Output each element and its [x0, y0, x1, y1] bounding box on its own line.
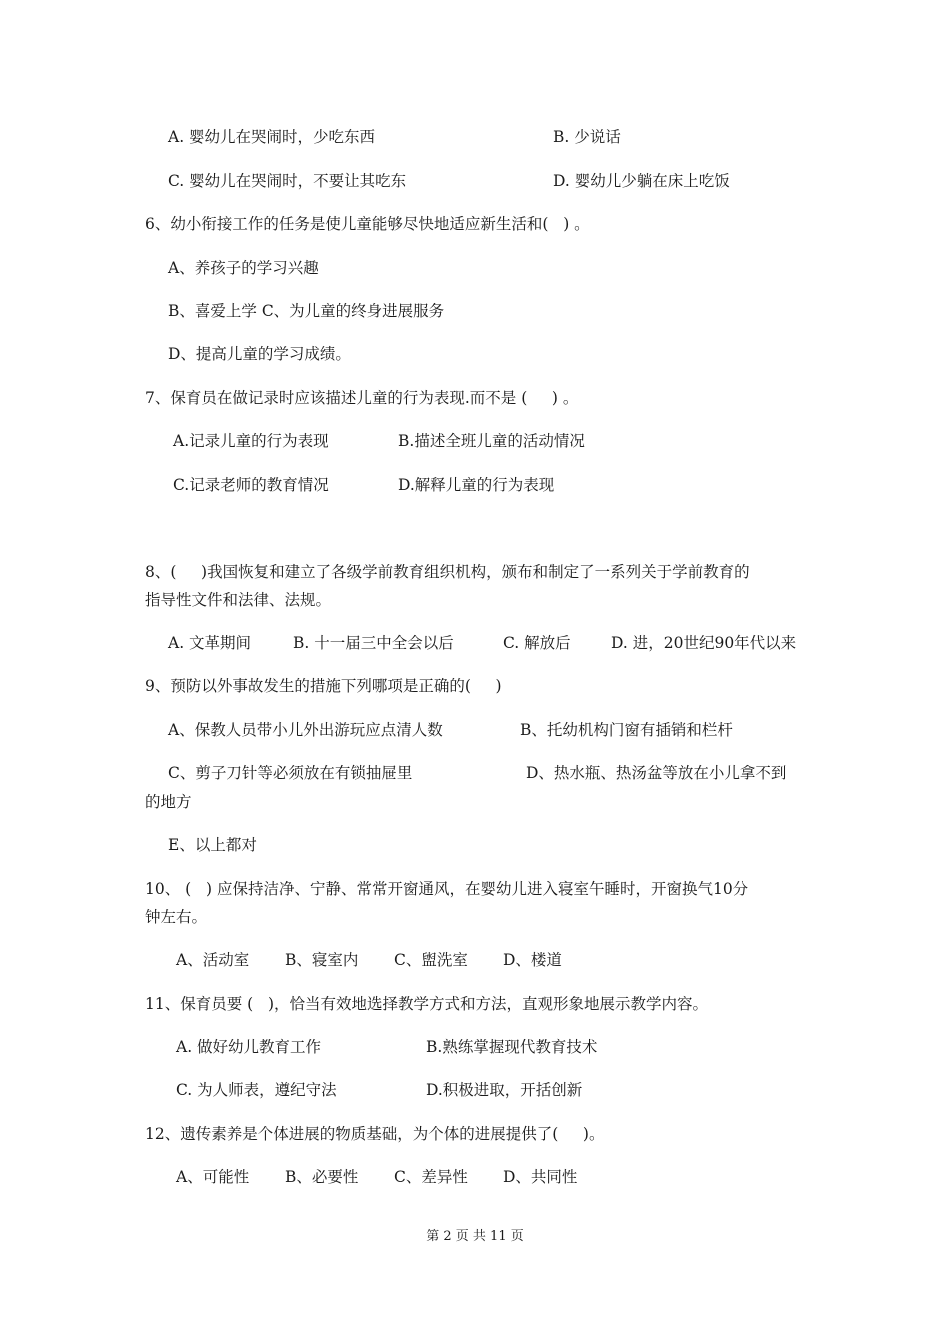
q11-option-d: D.积极进取，开括创新 [426, 1081, 583, 1099]
q7-option-a: A.记录儿童的行为表现 [173, 432, 329, 450]
q10-option-b: B、寝室内 [285, 951, 359, 969]
q5-option-c: C. 婴幼儿在哭闹时，不要让其吃东 [168, 172, 407, 190]
q9-stem: 9、预防以外事故发生的措施下列哪项是正确的( ) [145, 677, 502, 695]
q11-option-c: C. 为人师表，遵纪守法 [176, 1081, 337, 1099]
q10-stem-line2: 钟左右。 [145, 908, 208, 926]
q7-option-b: B.描述全班儿童的活动情况 [398, 432, 585, 450]
q11-stem: 11、保育员要 ( )，恰当有效地选择教学方式和方法，直观形象地展示教学内容。 [145, 995, 709, 1013]
q8-option-c: C. 解放后 [503, 634, 571, 652]
q8-stem-line2: 指导性文件和法律、法规。 [145, 591, 332, 609]
q11-option-a: A. 做好幼儿教育工作 [176, 1038, 322, 1056]
q10-option-c: C、盥洗室 [394, 951, 468, 969]
q7-option-d: D.解释儿童的行为表现 [398, 476, 555, 494]
q8-option-d: D. 进，20世纪90年代以来 [611, 634, 797, 652]
q10-option-a: A、活动室 [176, 951, 250, 969]
q12-option-a: A、可能性 [176, 1168, 250, 1186]
q5-option-a: A. 婴幼儿在哭闹时，少吃东西 [168, 128, 376, 146]
q6-option-d: D、提高儿童的学习成绩。 [168, 345, 351, 363]
q8-stem-line1: 8、( )我国恢复和建立了各级学前教育组织机构，颁布和制定了一系列关于学前教育的 [145, 563, 750, 581]
q9-option-b: B、托幼机构门窗有插销和栏杆 [520, 721, 733, 739]
q6-option-a: A、养孩子的学习兴趣 [168, 259, 319, 277]
q8-option-a: A. 文革期间 [168, 634, 252, 652]
q10-stem-line1: 10、 ( ) 应保持洁净、宁静、常常开窗通风，在婴幼儿进入寝室午睡时，开窗换气10分 [145, 880, 749, 898]
q9-option-d-continued: 的地方 [145, 793, 192, 811]
q9-option-e: E、以上都对 [168, 836, 257, 854]
q9-option-d: D、热水瓶、热汤盆等放在小儿拿不到 [526, 764, 787, 782]
q9-option-c: C、剪子刀针等必须放在有锁抽屉里 [168, 764, 413, 782]
q6-option-bc: B、喜爱上学 C、为儿童的终身进展服务 [168, 302, 445, 320]
q6-stem: 6、幼小衔接工作的任务是使儿童能够尽快地适应新生活和( ) 。 [145, 215, 590, 233]
q10-option-d: D、楼道 [503, 951, 562, 969]
q12-option-c: C、差异性 [394, 1168, 468, 1186]
page-number: 第 2 页 共 11 页 [426, 1229, 524, 1244]
q7-option-c: C.记录老师的教育情况 [173, 476, 329, 494]
q11-option-b: B.熟练掌握现代教育技术 [426, 1038, 598, 1056]
q12-stem: 12、遗传素养是个体进展的物质基础，为个体的进展提供了( )。 [145, 1125, 605, 1143]
q5-option-b: B. 少说话 [553, 128, 621, 146]
q7-stem: 7、保育员在做记录时应该描述儿童的行为表现.而不是 ( ) 。 [145, 389, 579, 407]
q12-option-d: D、共同性 [503, 1168, 578, 1186]
q9-option-a: A、保教人员带小儿外出游玩应点清人数 [168, 721, 443, 739]
q5-option-d: D. 婴幼儿少躺在床上吃饭 [553, 172, 730, 190]
q8-option-b: B. 十一届三中全会以后 [293, 634, 454, 652]
q12-option-b: B、必要性 [285, 1168, 359, 1186]
